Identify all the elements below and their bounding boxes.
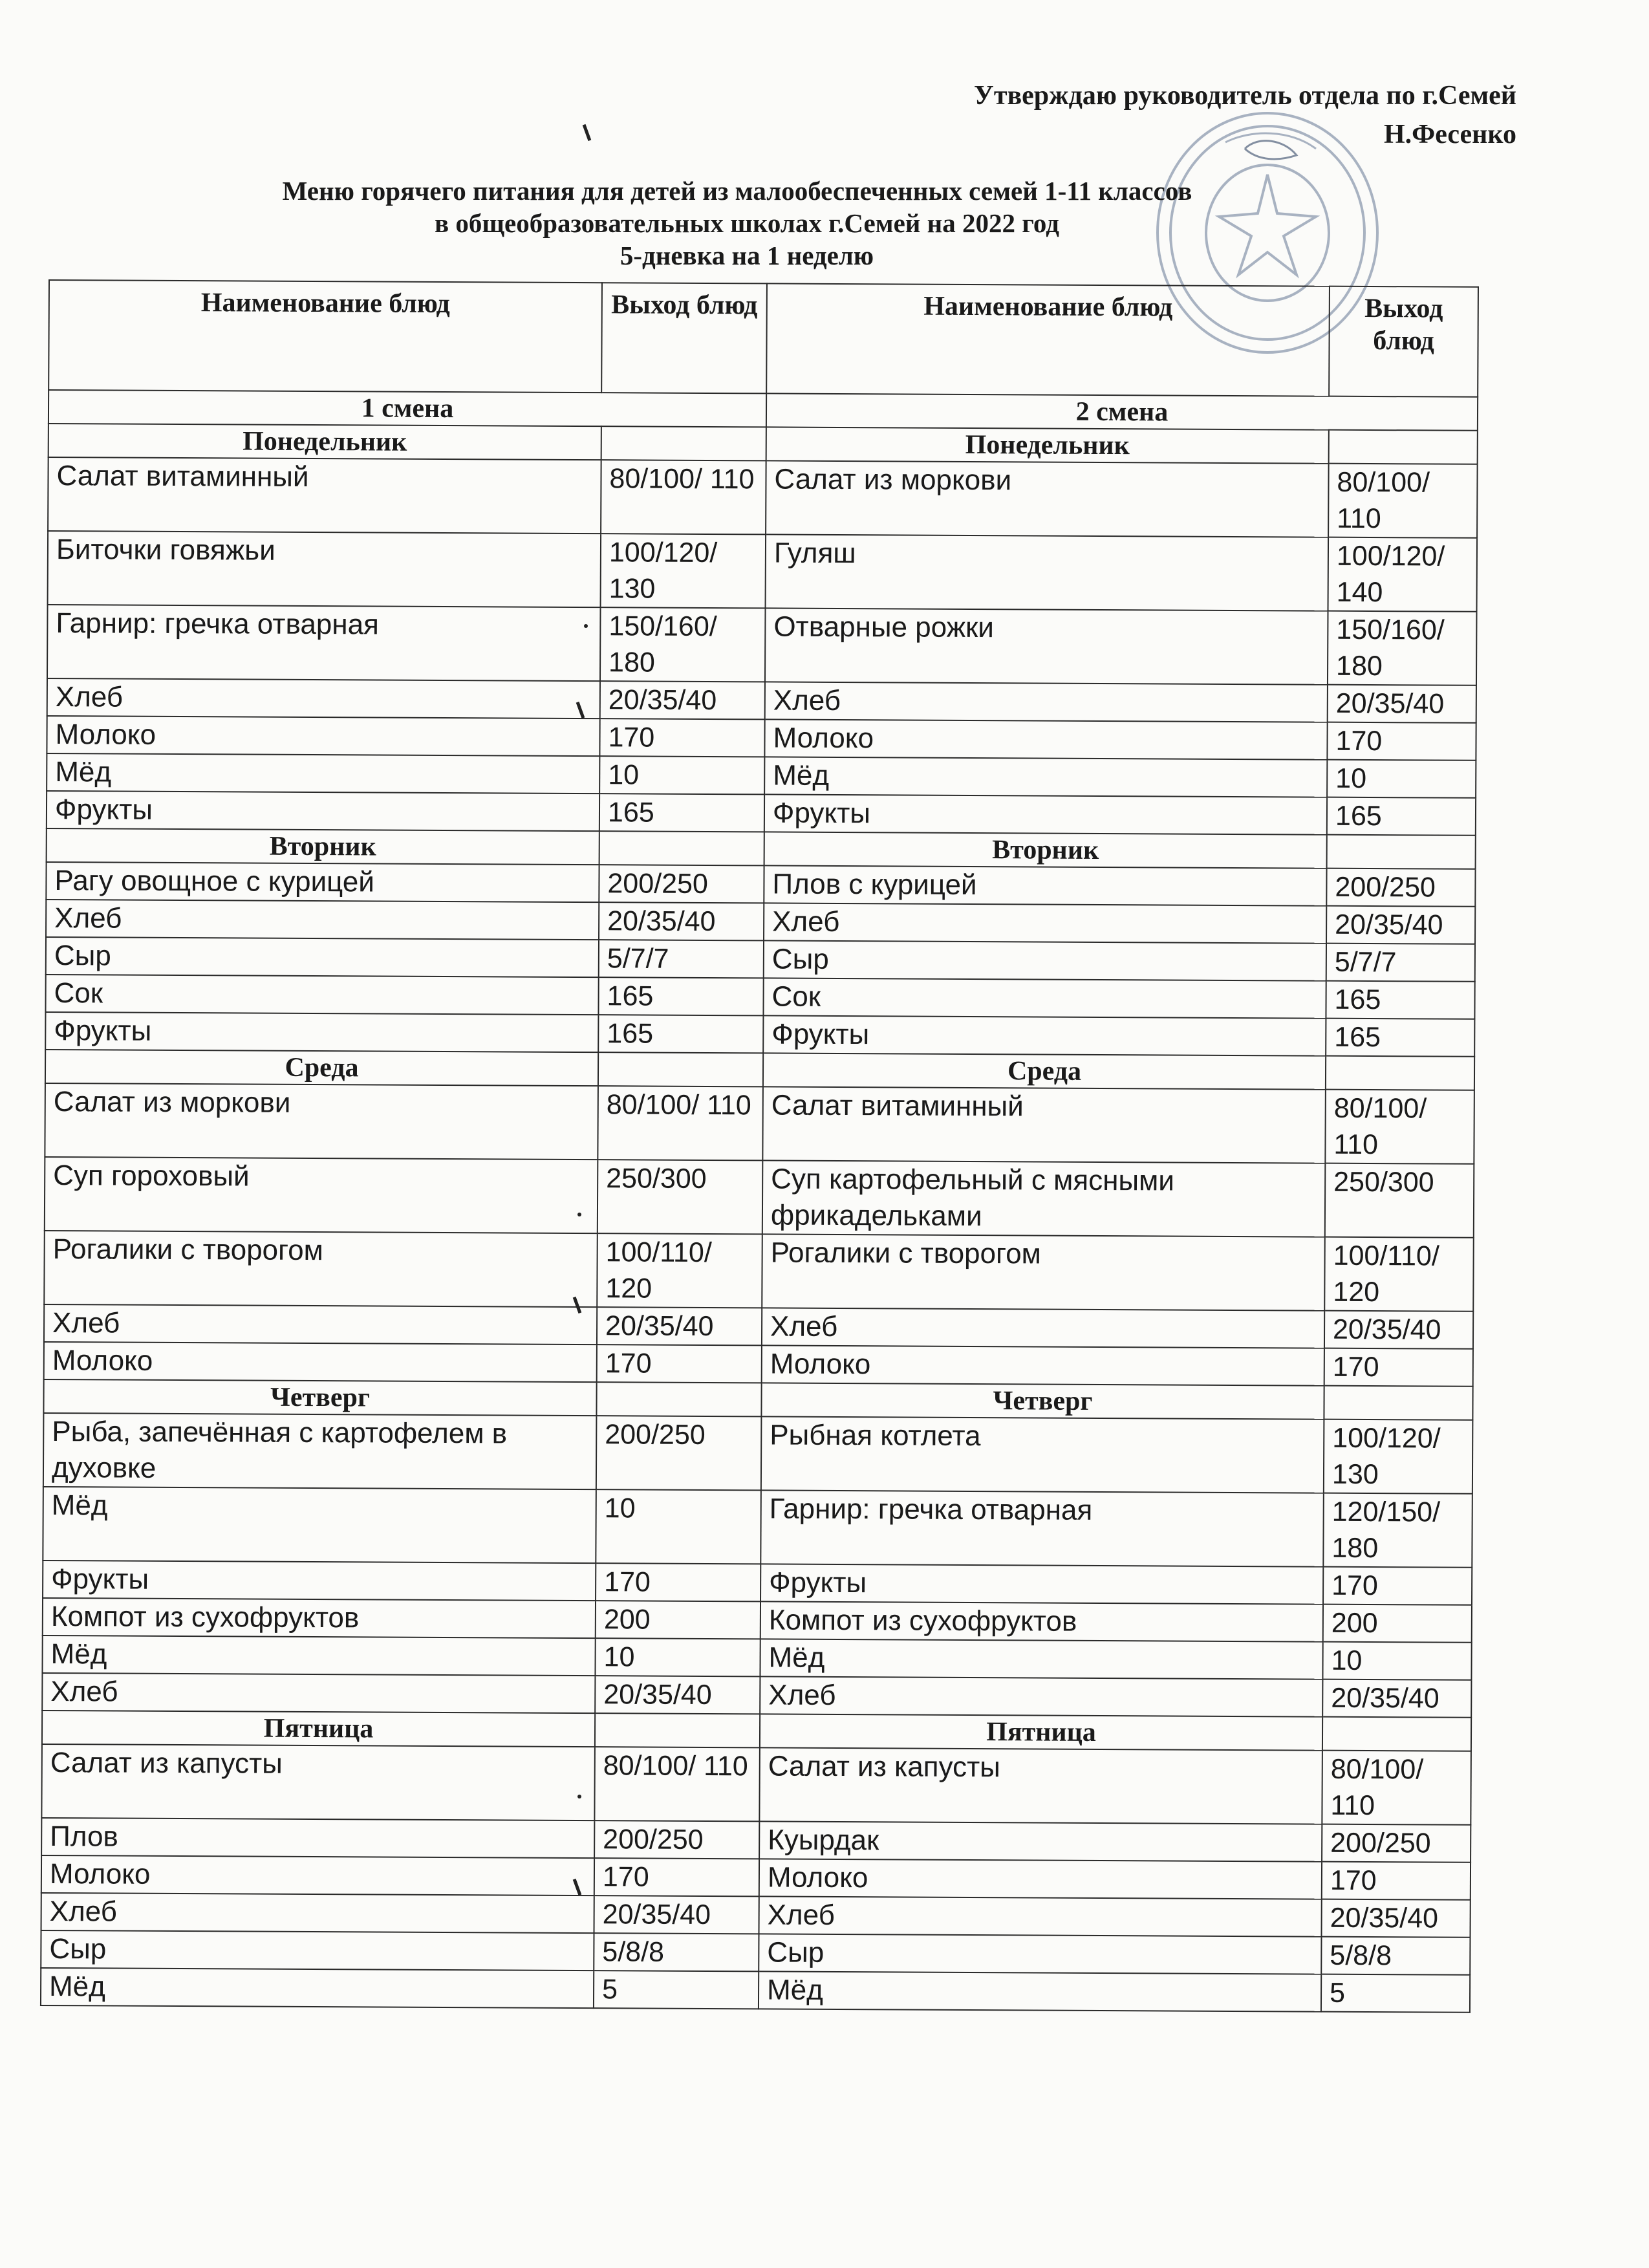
dish-yield-shift-2: 120/150/ 180 [1323,1493,1472,1568]
table-row [41,1744,1471,1825]
table-row [44,1342,1473,1387]
dish-yield-shift-1: 165 [598,1015,763,1053]
table-row [46,862,1475,907]
dish-name-shift-2: Мёд [764,757,1327,797]
dish-name-shift-2: Хлеб [759,1896,1322,1936]
day-label-shift-1: Четверг [43,1379,596,1416]
dish-name-shift-1: Рагу овощное с курицей [46,862,599,902]
dish-yield-shift-1: 250/300 [598,1160,763,1234]
dish-yield-shift-2: 200 [1323,1604,1472,1643]
empty-cell [1329,430,1478,464]
dish-yield-shift-2: 10 [1327,760,1476,798]
dish-name-shift-2: Хлеб [765,682,1328,722]
dish-name-shift-2: Рогалики с творогом [762,1234,1325,1310]
dish-yield-shift-1: 20/35/40 [595,1676,760,1714]
dish-name-shift-1: Молоко [41,1855,594,1895]
dish-name-shift-2: Салат витаминный [762,1086,1326,1163]
dish-name-shift-1: Плов [41,1818,594,1858]
dish-yield-shift-1: 5/8/8 [594,1933,759,1971]
col-header-name-2: Наименование блюд [766,283,1330,396]
dish-yield-shift-2: 165 [1326,981,1474,1019]
scan-speck [577,1795,581,1798]
dish-name-shift-1: Фрукты [47,791,599,831]
dish-yield-shift-2: 20/35/40 [1322,1679,1471,1718]
empty-cell [1326,1056,1474,1090]
dish-yield-shift-1: 170 [594,1858,759,1896]
dish-yield-shift-2: 170 [1327,722,1476,761]
dish-yield-shift-1: 10 [596,1489,761,1564]
title-line-3: 5-дневка на 1 неделю [620,241,874,270]
col-header-name-1: Наименование блюд [48,280,602,393]
dish-yield-shift-1: 5/7/7 [599,940,764,978]
dish-name-shift-2: Хлеб [760,1676,1322,1716]
dish-name-shift-2: Сыр [759,1934,1321,1974]
col-header-yield-2: Выход блюд [1329,286,1478,397]
dish-name-shift-1: Фрукты [43,1561,596,1601]
table-row [41,1855,1471,1900]
table-row [46,937,1475,982]
dish-name-shift-1: Мёд [42,1636,595,1676]
table-row [47,605,1477,686]
dish-name-shift-1: Хлеб [47,678,600,718]
dish-yield-shift-2: 80/100/ 110 [1325,1090,1474,1164]
day-label-shift-2: Вторник [764,832,1327,868]
day-label-shift-1: Вторник [47,828,599,865]
scan-mark [583,124,592,141]
dish-name-shift-1: Салат из моркови [45,1083,598,1160]
dish-yield-shift-2: 100/110/ 120 [1324,1237,1474,1312]
dish-name-shift-2: Молоко [764,719,1327,759]
dish-name-shift-2: Рыбная котлета [761,1416,1324,1493]
dish-name-shift-1: Сок [45,975,598,1015]
dish-yield-shift-2: 170 [1322,1862,1471,1900]
dish-yield-shift-2: 150/160/ 180 [1328,611,1477,686]
dish-name-shift-1: Гарнир: гречка отварная [47,605,601,681]
dish-yield-shift-1: 170 [596,1563,760,1601]
table-row [43,1561,1472,1605]
dish-yield-shift-1: 150/160/ 180 [600,607,766,682]
dish-yield-shift-1: 200 [596,1601,760,1639]
dish-name-shift-1: Сыр [41,1930,594,1971]
dish-yield-shift-2: 165 [1327,797,1476,836]
dish-yield-shift-1: 20/35/40 [594,1895,759,1934]
dish-yield-shift-1: 100/110/ 120 [597,1233,762,1308]
dish-name-shift-1: Мёд [41,1968,594,2008]
table-row [41,1968,1470,2013]
table-row [44,1231,1474,1312]
dish-name-shift-1: Хлеб [41,1893,594,1933]
table-row [41,1893,1471,1938]
shift-1-header: 1 смена [48,390,766,427]
table-row [47,716,1476,761]
dish-name-shift-1: Биточки говяжьи [48,531,601,607]
dish-name-shift-2: Отварные рожки [765,608,1328,684]
scan-speck [584,624,588,628]
dish-name-shift-2: Молоко [759,1859,1322,1899]
empty-cell [598,1052,763,1086]
dish-name-shift-2: Хлеб [764,903,1326,943]
dish-yield-shift-1: 165 [599,794,764,832]
dish-yield-shift-1: 170 [597,1345,762,1383]
title-line-1: Меню горячего питания для детей из малообеспеченных семей 1-11 классов [282,176,1192,206]
table-row [48,457,1478,538]
day-label-shift-2: Среда [763,1053,1326,1089]
dish-yield-shift-2: 80/100/ 110 [1328,464,1478,538]
dish-yield-shift-2: 170 [1323,1567,1472,1605]
table-row [45,1083,1474,1164]
dish-name-shift-2: Компот из сухофруктов [760,1601,1323,1641]
dish-name-shift-2: Фрукты [763,1015,1326,1055]
dish-yield-shift-1: 20/35/40 [599,902,764,940]
day-label-shift-1: Пятница [42,1711,595,1747]
dish-name-shift-2: Суп картофельный с мясными фрикадельками [762,1160,1326,1237]
dish-yield-shift-2: 10 [1322,1642,1471,1680]
menu-table [40,279,1479,2013]
dish-yield-shift-1: 165 [598,977,763,1015]
dish-name-shift-2: Салат из моркови [766,460,1329,537]
dish-name-shift-1: Рогалики с творогом [44,1231,598,1307]
dish-name-shift-1: Хлеб [44,1304,597,1345]
dish-yield-shift-2: 170 [1324,1348,1473,1387]
approval-line-1: Утверждаю руководитель отдела по г.Семей [974,81,1516,111]
day-label-shift-2: Понедельник [766,427,1329,463]
table-row [43,1413,1473,1494]
dish-yield-shift-1: 10 [599,756,764,794]
dish-name-shift-1: Мёд [47,753,599,794]
dish-name-shift-1: Суп гороховый [45,1157,598,1233]
dish-name-shift-1: Хлеб [42,1673,595,1713]
table-row [41,1930,1470,1975]
dish-yield-shift-1: 200/250 [596,1416,762,1490]
day-label-shift-2: Четверг [761,1383,1324,1419]
table-row [45,975,1474,1019]
dish-yield-shift-1: 20/35/40 [600,681,765,719]
table-row [43,1598,1472,1643]
dish-name-shift-1: Компот из сухофруктов [43,1598,596,1638]
dish-yield-shift-2: 200/250 [1322,1824,1471,1863]
dish-yield-shift-2: 100/120/ 140 [1328,537,1478,612]
title-line-2: в общеобразовательных школах г.Семей на 2022 год [435,208,1059,238]
day-label-shift-1: Понедельник [48,424,601,460]
dish-name-shift-2: Сок [763,978,1326,1018]
dish-name-shift-2: Мёд [760,1639,1322,1679]
dish-name-shift-2: Мёд [759,1971,1321,2011]
dish-name-shift-2: Салат из капусты [759,1747,1322,1824]
table-row [46,900,1475,944]
empty-cell [599,831,764,865]
dish-yield-shift-2: 20/35/40 [1326,906,1475,944]
table-row [44,1304,1473,1349]
dish-yield-shift-2: 5/7/7 [1326,944,1475,982]
dish-yield-shift-2: 200/250 [1326,869,1475,907]
dish-name-shift-1: Сыр [46,937,599,977]
dish-yield-shift-1: 80/100/ 110 [598,1086,763,1160]
dish-name-shift-2: Хлеб [762,1308,1324,1348]
dish-name-shift-2: Гарнир: гречка отварная [760,1490,1324,1566]
dish-yield-shift-2: 5 [1321,1974,1470,2013]
table-row [43,1487,1472,1568]
dish-name-shift-2: Фрукты [764,794,1327,834]
dish-yield-shift-2: 80/100/ 110 [1322,1751,1471,1825]
dish-name-shift-2: Фрукты [760,1564,1323,1604]
dish-yield-shift-2: 100/120/ 130 [1324,1420,1473,1494]
table-row [47,678,1476,723]
dish-name-shift-1: Рыба, запечённая с картофелем в духовке [43,1413,597,1489]
dish-name-shift-1: Хлеб [46,900,599,940]
dish-yield-shift-1: 100/120/ 130 [601,534,766,608]
dish-yield-shift-2: 20/35/40 [1328,685,1476,723]
table-row [45,1157,1474,1238]
approval-line-2: Н.Фесенко [1383,120,1516,149]
dish-yield-shift-2: 250/300 [1325,1163,1474,1238]
day-label-shift-1: Среда [45,1050,598,1086]
dish-yield-shift-1: 170 [599,718,764,757]
scan-speck [577,1213,581,1216]
table-row [45,1012,1474,1057]
dish-yield-shift-1: 5 [594,1971,759,2009]
dish-yield-shift-2: 20/35/40 [1322,1899,1471,1938]
dish-name-shift-1: Мёд [43,1487,596,1563]
table-row [42,1673,1471,1718]
dish-name-shift-1: Салат витаминный [48,457,601,534]
empty-cell [596,1382,761,1416]
dish-name-shift-2: Гуляш [766,534,1329,610]
dish-name-shift-2: Плов с курицей [764,865,1326,905]
table-row [42,1636,1471,1680]
table-row [47,791,1476,836]
dish-name-shift-1: Молоко [44,1342,597,1382]
empty-cell [1322,1717,1471,1751]
dish-yield-shift-1: 80/100/ 110 [601,460,766,534]
document-title [0,175,1649,272]
dish-name-shift-2: Сыр [764,940,1326,980]
dish-yield-shift-1: 200/250 [594,1820,759,1859]
dish-name-shift-1: Салат из капусты [41,1744,595,1820]
empty-cell [595,1713,760,1747]
dish-yield-shift-1: 10 [595,1638,760,1676]
dish-yield-shift-1: 80/100/ 110 [594,1747,760,1821]
dish-yield-shift-2: 165 [1326,1019,1474,1057]
empty-cell [1324,1386,1472,1420]
empty-cell [601,426,766,460]
dish-name-shift-2: Куырдак [759,1821,1322,1861]
dish-name-shift-1: Молоко [47,716,599,756]
day-label-shift-2: Пятница [760,1714,1322,1750]
col-header-yield-1: Выход блюд [601,283,767,393]
shift-2-header: 2 смена [766,393,1478,430]
table-row [41,1818,1471,1863]
dish-yield-shift-2: 5/8/8 [1321,1937,1470,1975]
table-row [48,531,1478,612]
dish-name-shift-1: Фрукты [45,1012,598,1052]
dish-yield-shift-1: 200/250 [599,865,764,903]
dish-yield-shift-1: 20/35/40 [597,1307,762,1345]
empty-cell [1327,835,1476,869]
dish-yield-shift-2: 20/35/40 [1324,1311,1473,1349]
dish-name-shift-2: Молоко [762,1345,1324,1385]
table-row [47,753,1476,798]
